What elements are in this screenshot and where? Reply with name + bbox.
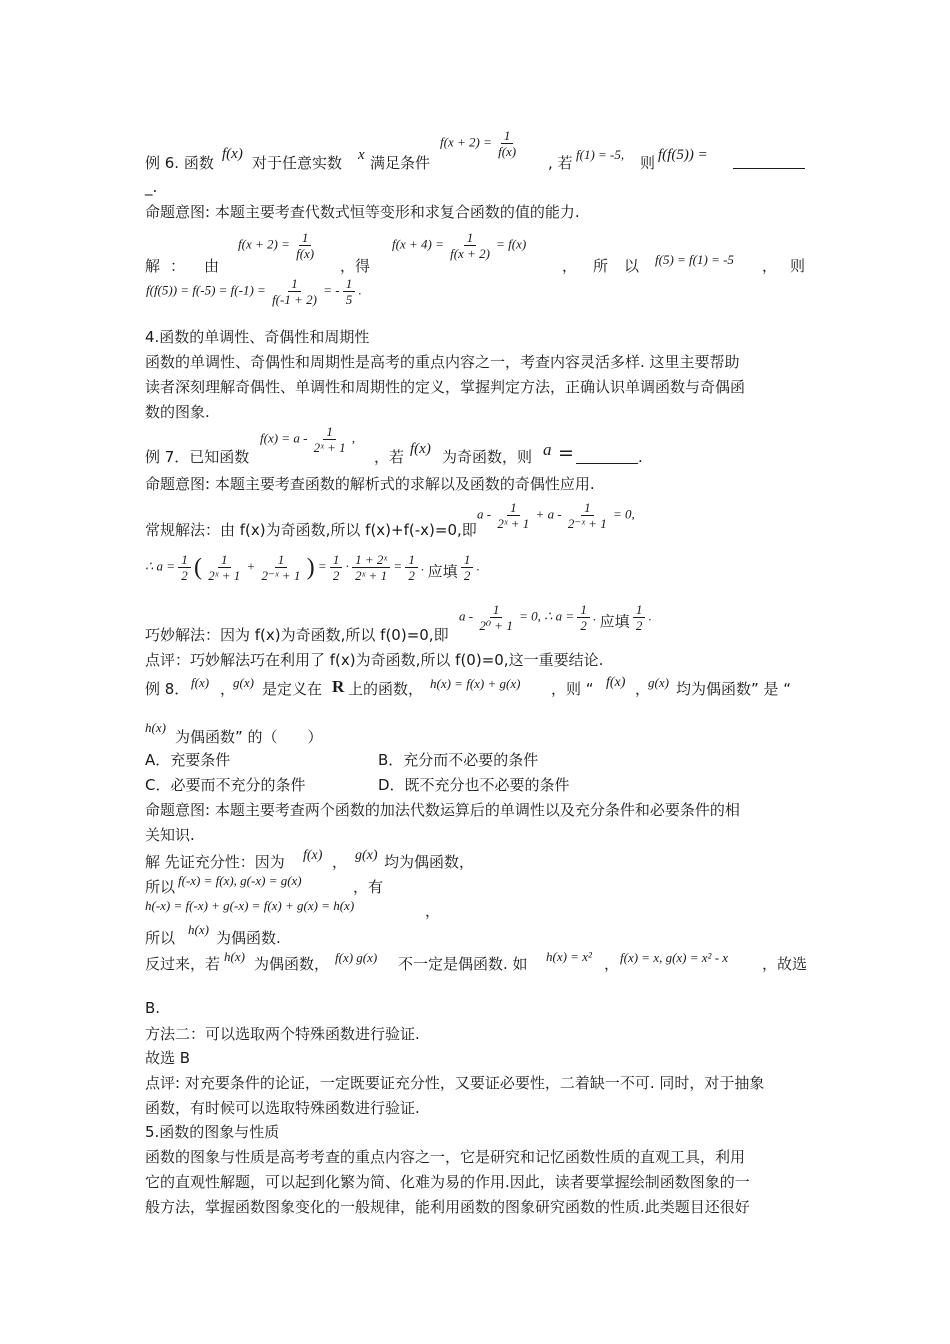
ex7-sol2-frac-c <box>330 552 343 583</box>
ex7-sol2-e-num: 1 + 2ˣ <box>352 552 390 568</box>
section-4-paragraph-line2: 读者深刻理解奇偶性、单调性和周期性的定义，掌握判定方法，正确认识单调函数与奇偶函 <box>145 378 746 396</box>
ex8-sol-l2-end: ，有 <box>353 878 384 896</box>
ex8-method2: 方法二：可以选取两个特殊函数进行验证. <box>145 1025 420 1043</box>
ex8-sol-l6: B. <box>145 999 161 1017</box>
ex7-sol2-f-den: 2 <box>408 568 415 583</box>
ex7-a: a <box>543 440 552 459</box>
ex8-sol-l4-text: 所以 <box>145 929 176 947</box>
ex6-cond-lhs: f(x + 2) = <box>440 134 492 150</box>
section-5-paragraph-line1: 函数的图象与性质是高考考查的重点内容之一，它是研究和记忆函数性质的直观工具，利用 <box>145 1148 746 1166</box>
ex6-sol-eq4-lhs: f(f(5)) = f(-5) = f(-1) = <box>146 282 266 298</box>
ex7-ruo: ，若 <box>374 448 405 466</box>
ex8-sol-l3-math: h(-x) = f(-x) + g(-x) = f(x) + g(x) = h(x) <box>145 898 355 913</box>
ex6-sol-eq1-den: f(x) <box>296 246 315 261</box>
ex8-gx: g(x) <box>233 675 254 690</box>
ex7-sol2-half-num: 1 <box>178 552 191 568</box>
ex8-sol-l1-end: 均为偶函数， <box>384 853 475 871</box>
ex8-sol-l4-end: 为偶函数. <box>216 929 281 947</box>
ex7-sol3-period: . <box>593 608 597 624</box>
ex7-sol1-equation <box>477 500 635 531</box>
ex6-sol-eq4-den2: 5 <box>345 292 353 307</box>
ex6-sol-suo: 所 <box>593 257 609 275</box>
section-5-title: 5.函数的图象与性质 <box>145 1123 280 1141</box>
ex7-sol2-g-num: 1 <box>461 552 474 568</box>
ex7-sol3-n3: 1 <box>633 602 646 618</box>
ex7-sol3-frac1 <box>476 602 515 633</box>
ex7-sol2-c-den: 2 <box>332 568 340 583</box>
ex7-fx: f(x) <box>410 441 431 457</box>
ex6-sol-comma2: ， <box>762 257 778 275</box>
ex8-line2-hx: h(x) <box>145 720 166 735</box>
ex7-sol3-m2: = 0, ∴ a = <box>519 608 575 624</box>
ex6-sol-you: 由 <box>204 257 220 275</box>
ex6-sol-eq2-rhs: = f(x) <box>496 236 527 252</box>
ex7-sol1-m1: a - <box>477 506 492 522</box>
ex7-sol3-text: 巧妙解法：因为 f(x)为奇函数,所以 f(0)=0,即 <box>145 626 449 644</box>
ex6-sol-eq3: f(5) = f(1) = -5 <box>655 252 734 267</box>
ex6-sol-eq4-mid: = - <box>323 282 340 298</box>
ex6-sol-jie: 解 <box>145 257 161 275</box>
ex6-sol-eq4-fraction <box>269 276 320 307</box>
ex6-sol-colon: ： <box>170 257 186 275</box>
ex7-sol3-frac2 <box>577 602 590 633</box>
ex6-sol-eq2-den: f(x + 2) <box>450 246 490 261</box>
ex8-option-a: A．充要条件 <box>145 751 231 769</box>
ex7-sol2-dot: · <box>345 558 349 574</box>
ex6-sol-yi: 以 <box>624 257 640 275</box>
ex6-sol-eq2 <box>392 230 526 261</box>
ex6-sol-ze: 则 <box>790 257 806 275</box>
ex7-sol2-m0: ∴ a = <box>145 558 176 574</box>
ex7-sol2-equation <box>145 552 480 583</box>
ex8-sol-l4-math: h(x) <box>188 922 209 937</box>
ex7-sol1-frac1 <box>494 500 532 531</box>
ex6-fx: f(x) <box>222 146 243 162</box>
ex8-option-c: C．必要而不充分的条件 <box>145 776 306 794</box>
ex7-sol2-b-den: 2⁻ˣ + 1 <box>261 568 301 583</box>
ex7-sol2-frac-b <box>259 552 304 583</box>
ex6-sol-eq4-num: 1 <box>288 276 301 292</box>
ex8-sol-l5-sep: ， <box>604 955 620 973</box>
ex7-sol3-n1: 1 <box>490 602 503 618</box>
ex7-comment: 点评：巧妙解法巧在利用了 f(x)为奇函数,所以 f(0)=0,这一重要结论. <box>145 651 604 669</box>
ex8-sol-l5-hx: h(x) <box>224 949 245 964</box>
ex8-sep2: ， <box>635 680 651 698</box>
ex8-comment-line2: 函数，有时候可以选取特殊函数进行验证. <box>145 1099 420 1117</box>
ex7-function <box>260 424 355 455</box>
ex6-text1: 对于任意实数 <box>252 154 343 172</box>
ex8-sol-l1-fx: f(x) <box>303 848 323 863</box>
ex8-intent-line2: 关知识. <box>145 826 195 844</box>
ex8-sep: ， <box>220 680 236 698</box>
ex7-function-den: 2ˣ + 1 <box>313 440 346 455</box>
ex8-sol-l1-gx: g(x) <box>355 848 378 863</box>
ex6-cond-fraction <box>495 128 519 159</box>
ex6-sol-eq4-num2: 1 <box>343 276 356 292</box>
ex6-f1: f(1) = -5, <box>576 147 625 162</box>
ex8-prefix: 例 8． <box>145 680 190 698</box>
ex8-mid3: ，则 “ <box>551 680 594 698</box>
ex7-sol3-frac3 <box>633 602 646 633</box>
ex6-sol-eq1-fraction <box>293 230 317 261</box>
ex7-sol3-d1: 2⁰ + 1 <box>479 618 513 633</box>
ex6-sol-eq4-fraction2 <box>343 276 356 307</box>
ex8-mid: 是定义在 <box>262 680 323 698</box>
ex7-sol2-a-num: 1 <box>218 552 231 568</box>
ex7-sol2-frac-f <box>405 552 418 583</box>
ex6-sol-eq4 <box>146 276 362 307</box>
ex6-sol-eq2-num: 1 <box>464 230 477 246</box>
ex7-sol2-half <box>178 552 191 583</box>
ex6-sol-eq2-fraction <box>447 230 493 261</box>
ex7-sol2-frac-e <box>352 552 390 583</box>
ex7-sol3-end: . <box>648 608 652 624</box>
ex7-function-num: 1 <box>323 424 336 440</box>
ex8-mid2: 上的函数， <box>348 680 424 698</box>
ex7-sol1-m2: + a - <box>535 506 562 522</box>
ex8-sol-l2-text: 所以 <box>145 878 176 896</box>
ex6-condition <box>440 128 519 159</box>
ex7-sol2-e-den: 2ˣ + 1 <box>355 568 388 583</box>
ex7-intent: 命题意图: 本题主要考查函数的解析式的求解以及函数的奇偶性应用. <box>145 475 595 493</box>
section-4-paragraph-line3: 数的图象. <box>145 403 210 421</box>
ex6-sol-eq4-den: f(-1 + 2) <box>272 292 317 307</box>
ex8-sol-l5-fg2: f(x) = x, g(x) = x² - x <box>620 950 729 965</box>
ex8-sol-l5-fg: f(x) g(x) <box>335 950 378 965</box>
section-4-title: 4.函数的单调性、奇偶性和周期性 <box>145 328 370 346</box>
ex7-function-lhs: f(x) = a - <box>260 430 308 446</box>
ex7-sol1-m3: = 0, <box>612 506 635 522</box>
ex6-sol-eq1-num: 1 <box>299 230 312 246</box>
ex7-sol2-c-num: 1 <box>330 552 343 568</box>
ex8-answer: 故选 B <box>145 1049 191 1067</box>
ex6-sol-eq1-lhs: f(x + 2) = <box>238 236 290 252</box>
ex6-intent: 命题意图: 本题主要考查代数式恒等变形和求复合函数的值的能力. <box>145 203 580 221</box>
ex7-sol1-d2: 2⁻ˣ + 1 <box>567 516 607 531</box>
ex7-sol3-equation <box>459 602 652 633</box>
ex7-mid: 为奇函数，则 <box>442 448 533 466</box>
ex7-sol3-n2: 1 <box>577 602 590 618</box>
ex7-sol3-d3: 2 <box>635 618 643 633</box>
ex8-comment-line1: 点评: 对充要条件的论证，一定既要证充分性，又要证必要性，二着缺一不可. 同时，对于抽象 <box>145 1074 765 1092</box>
ex7-sol2-fill: 应填 <box>427 562 458 581</box>
ex8-sol-l1-text: 解 先证充分性：因为 <box>145 853 285 871</box>
ex8-gx2: g(x) <box>648 675 669 690</box>
ex8-sol-l5-mid2: 不一定是偶函数. 如 <box>398 955 528 973</box>
ex7-sol3-m1: a - <box>459 608 474 624</box>
ex7-sol2-plus: + <box>246 558 256 574</box>
ex8-mid4: 均为偶函数” 是 “ <box>676 680 792 698</box>
ex7-sol2-half-den: 2 <box>181 568 188 583</box>
ex7-sol1-d1: 2ˣ + 1 <box>497 516 530 531</box>
ex6-x: x <box>358 147 365 163</box>
ex7-sol2-end: . <box>476 558 480 574</box>
ex7-end: . <box>638 448 643 466</box>
ex7-function-fraction <box>311 424 349 455</box>
ex8-fx: f(x) <box>191 675 210 690</box>
ex6-sol-comma: ， <box>562 257 578 275</box>
ex8-R: R <box>332 677 345 696</box>
ex6-tail: _. <box>145 178 158 196</box>
ex7-sol2-g-den: 2 <box>463 568 471 583</box>
ex7-sol1-frac2 <box>565 500 610 531</box>
ex6-cond-num: 1 <box>501 128 514 144</box>
ex7-sol3-fill: 应填 <box>599 612 630 631</box>
ex6-prefix: 例 6. 函数 <box>145 154 214 172</box>
ex7-function-comma: , <box>351 430 356 446</box>
ex7-sol2-lparen: ( <box>194 554 203 581</box>
ex8-line2-text: 为偶函数” 的（ ） <box>175 728 323 746</box>
ex6-text4: 则 <box>640 154 656 172</box>
ex7-sol2-eq1: = <box>317 558 327 574</box>
section-5-paragraph-line3: 般方法，掌握函数图象变化的一般规律，能利用函数的图象研究函数的性质.此类题目还很好 <box>145 1198 750 1216</box>
ex7-sol2-frac-a <box>205 552 243 583</box>
ex6-sol-eq2-lhs: f(x + 4) = <box>392 236 444 252</box>
ex7-sol2-frac-g <box>461 552 474 583</box>
ex6-sol-de: ，得 <box>340 257 371 275</box>
ex7-eq: = <box>558 442 574 464</box>
ex7-sol2-rparen: ) <box>306 554 315 581</box>
ex8-fx2: f(x) <box>606 675 626 690</box>
ex8-hx: h(x) = f(x) + g(x) <box>430 676 521 691</box>
ex6-sol-eq4-end: . <box>358 282 362 298</box>
ex8-sol-l5-h: h(x) = x² <box>546 949 592 964</box>
ex7-sol1-n2: 1 <box>581 500 594 516</box>
ex6-ff5: f(f(5)) = <box>658 147 708 163</box>
ex6-cond-den: f(x) <box>498 144 517 159</box>
ex8-sol-l5-text: 反过来，若 <box>145 955 221 973</box>
ex8-sol-l5-end: ，故选 <box>762 955 808 973</box>
ex7-sol2-f-num: 1 <box>405 552 418 568</box>
section-4-paragraph-line1: 函数的单调性、奇偶性和周期性是高考的重点内容之一，考查内容灵活多样. 这里主要帮助 <box>145 353 740 371</box>
ex7-answer-blank <box>576 463 638 464</box>
ex8-sol-l3-end: ， <box>425 902 441 920</box>
ex7-sol3-d2: 2 <box>580 618 587 633</box>
ex8-sol-l5-mid: 为偶函数， <box>254 955 330 973</box>
ex6-sol-eq1 <box>238 230 317 261</box>
ex6-answer-blank <box>733 168 805 169</box>
ex7-sol1-text: 常规解法：由 f(x)为奇函数,所以 f(x)+f(-x)=0,即 <box>145 521 477 539</box>
ex8-intent-line1: 命题意图: 本题主要考查两个函数的加法代数运算后的单调性以及充分条件和必要条件的相 <box>145 801 740 819</box>
ex7-sol2-eq2: = <box>393 558 403 574</box>
ex7-sol1-n1: 1 <box>507 500 520 516</box>
ex6-text3: , 若 <box>548 154 573 172</box>
ex8-sol-l2-math: f(-x) = f(x), g(-x) = g(x) <box>178 873 302 888</box>
ex6-text2: 满足条件 <box>370 154 431 172</box>
ex7-sol2-a-den: 2ˣ + 1 <box>208 568 241 583</box>
ex7-sol2-b-num: 1 <box>275 552 288 568</box>
section-5-paragraph-line2: 它的直观性解题，可以起到化繁为简、化难为易的作用.因此，读者要掌握绘制函数图象的一 <box>145 1173 750 1191</box>
ex8-sol-l1-sep: ， <box>332 853 348 871</box>
ex7-sol2-period: . <box>421 558 425 574</box>
ex7-prefix: 例 7．已知函数 <box>145 448 250 466</box>
ex8-option-b: B．充分而不必要的条件 <box>378 751 539 769</box>
ex8-option-d: D．既不充分也不必要的条件 <box>378 776 570 794</box>
